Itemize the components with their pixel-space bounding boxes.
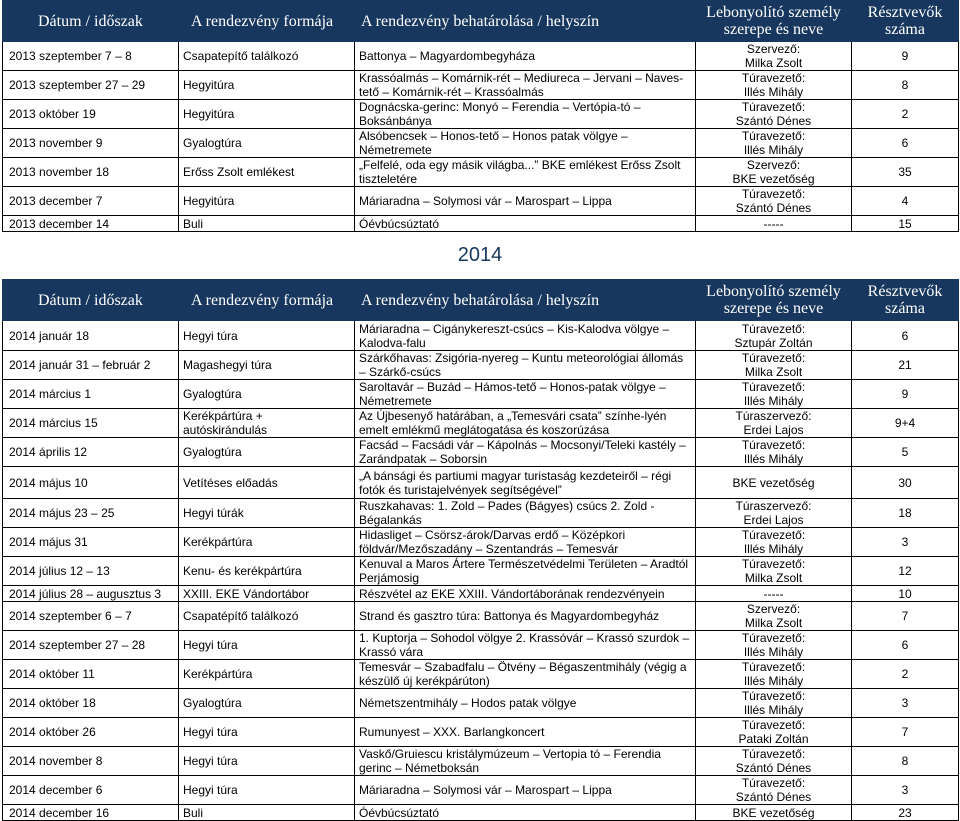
organizer-role: Túravezető:	[741, 71, 806, 85]
organizer-name: Illés Mihály	[743, 703, 804, 717]
cell-form: Hegyi túra	[179, 321, 355, 351]
organizer-name: Milka Zsolt	[744, 616, 803, 630]
organizer-name: Pataki Zoltán	[738, 732, 809, 746]
organizer-role: Túravezető:	[741, 100, 806, 114]
cell-participants: 35	[852, 158, 959, 187]
cell-organizer	[696, 776, 852, 805]
cell-organizer	[696, 100, 852, 129]
organizer-role: Túravezető:	[741, 718, 806, 732]
organizer-name: BKE vezetőség	[732, 172, 815, 186]
cell-organizer	[696, 747, 852, 776]
cell-date: 2013 október 19	[3, 100, 179, 129]
cell-place: Máriaradna – Solymosi vár – Marospart – Lippa	[355, 776, 696, 805]
cell-participants: 3	[852, 528, 959, 557]
cell-place: Rumunyest – XXX. Barlangkoncert	[355, 718, 696, 747]
table-row	[3, 718, 959, 747]
organizer-role: Túraszervező:	[735, 499, 812, 513]
cell-organizer	[696, 718, 852, 747]
table-row	[3, 602, 959, 631]
cell-organizer	[696, 42, 852, 71]
cell-form: Hegyitúra	[179, 187, 355, 216]
cell-participants: 2	[852, 660, 959, 689]
table-row	[3, 409, 959, 438]
cell-organizer	[696, 586, 852, 602]
cell-organizer	[696, 805, 852, 821]
cell-place: Facsád – Facsádi vár – Kápolnás – Mocsonyi/Teleki kastély – Zarándpatak – Soborsin	[355, 438, 696, 467]
table-row	[3, 321, 959, 351]
cell-date: 2014 május 23 – 25	[3, 499, 179, 528]
cell-place: Hidasliget – Csörsz-árok/Darvas erdő – Középkori földvár/Mezőszadány – Szentandrás – Temesvár	[355, 528, 696, 557]
header-date: Dátum / időszak	[3, 280, 179, 321]
cell-date: 2013 szeptember 27 – 29	[3, 71, 179, 100]
cell-form: Gyalogtúra	[179, 438, 355, 467]
cell-date: 2014 január 18	[3, 321, 179, 351]
cell-organizer	[696, 631, 852, 660]
organizer-name: Milka Zsolt	[744, 365, 803, 379]
cell-participants: 6	[852, 631, 959, 660]
table-row	[3, 557, 959, 586]
organizer-role: Túravezető:	[741, 776, 806, 790]
organizer-name: Milka Zsolt	[744, 571, 803, 585]
cell-participants: 5	[852, 438, 959, 467]
events-table-2013	[2, 0, 959, 232]
table-row	[3, 747, 959, 776]
header-organizer: Lebonyolító személy szerepe és neve	[696, 1, 852, 42]
table-row	[3, 438, 959, 467]
organizer-name: Milka Zsolt	[744, 56, 803, 70]
organizer-name: Illés Mihály	[743, 645, 804, 659]
organizer-name: Erdei Lajos	[743, 513, 804, 527]
cell-date: 2013 november 18	[3, 158, 179, 187]
cell-place: Máriaradna – Solymosi vár – Marospart – Lippa	[355, 187, 696, 216]
cell-date: 2014 október 26	[3, 718, 179, 747]
header-form: A rendezvény formája	[179, 280, 355, 321]
organizer-role: Túravezető:	[741, 321, 806, 336]
organizer-name: Illés Mihály	[743, 143, 804, 157]
header-form: A rendezvény formája	[179, 1, 355, 42]
table-row	[3, 351, 959, 380]
cell-date: 2013 november 9	[3, 129, 179, 158]
organizer-name: Erdei Lajos	[743, 423, 804, 437]
cell-participants: 2	[852, 100, 959, 129]
cell-form: Vetítéses előadás	[179, 467, 355, 499]
organizer-name: Illés Mihály	[743, 85, 804, 99]
cell-participants: 15	[852, 216, 959, 232]
cell-organizer	[696, 321, 852, 351]
table-row	[3, 129, 959, 158]
cell-form: Gyalogtúra	[179, 689, 355, 718]
cell-form: Hegyi túra	[179, 631, 355, 660]
cell-place: Alsóbencsek – Honos-tető – Honos patak völgye – Németremete	[355, 129, 696, 158]
cell-date: 2014 december 16	[3, 805, 179, 821]
cell-place: 1. Kuptorja – Sohodol völgye 2. Krassóvár – Krassó szurdok – Krassó vára	[355, 631, 696, 660]
cell-date: 2014 szeptember 6 – 7	[3, 602, 179, 631]
table-row	[3, 158, 959, 187]
organizer-role: Szervező:	[746, 42, 801, 56]
cell-form: Kenu- és kerékpártúra	[179, 557, 355, 586]
cell-organizer	[696, 216, 852, 232]
cell-place: Az Újbesenyő határában, a „Temesvári csata” színhe-lyén emelt emlékmű meglátogatása és koszorúzása	[355, 409, 696, 438]
header-date: Dátum / időszak	[3, 1, 179, 42]
cell-date: 2014 május 10	[3, 467, 179, 499]
cell-participants: 30	[852, 467, 959, 499]
table-row	[3, 71, 959, 100]
organizer-role: Túraszervező:	[735, 409, 812, 423]
cell-date: 2013 december 14	[3, 216, 179, 232]
cell-participants: 3	[852, 689, 959, 718]
table-row	[3, 216, 959, 232]
header-organizer: Lebonyolító személy szerepe és neve	[696, 280, 852, 321]
cell-place: Ruszkahavas: 1. Zold – Pades (Bágyes) csúcs 2. Zold - Bégalankás	[355, 499, 696, 528]
cell-place: Battonya – Magyardombegyháza	[355, 42, 696, 71]
cell-organizer	[696, 187, 852, 216]
cell-organizer	[696, 351, 852, 380]
cell-form: XXIII. EKE Vándortábor	[179, 586, 355, 602]
cell-form: Hegyi túrák	[179, 499, 355, 528]
cell-participants: 8	[852, 71, 959, 100]
cell-date: 2014 március 15	[3, 409, 179, 438]
cell-organizer	[696, 660, 852, 689]
organizer-role: Túravezető:	[741, 438, 806, 452]
table-row	[3, 42, 959, 71]
organizer-name: Illés Mihály	[743, 452, 804, 466]
cell-form: Gyalogtúra	[179, 129, 355, 158]
cell-organizer	[696, 380, 852, 409]
cell-organizer	[696, 689, 852, 718]
organizer-role: Túravezető:	[741, 380, 806, 394]
cell-date: 2013 szeptember 7 – 8	[3, 42, 179, 71]
table-row	[3, 689, 959, 718]
cell-participants: 6	[852, 129, 959, 158]
cell-place: Óévbúcsúztató	[355, 805, 696, 821]
table-row	[3, 660, 959, 689]
organizer-name: Sztupár Zoltán	[734, 335, 813, 350]
cell-organizer	[696, 602, 852, 631]
table-row	[3, 187, 959, 216]
cell-place: Németszentmihály – Hodos patak völgye	[355, 689, 696, 718]
table-row	[3, 586, 959, 602]
table-row	[3, 805, 959, 821]
cell-place: „A bánsági és partiumi magyar turistaság kezdeteiről – régi fotók és turistajelvények segítségével”	[355, 467, 696, 499]
organizer-role: Túravezető:	[741, 631, 806, 645]
table-row	[3, 100, 959, 129]
organizer-name: Illés Mihály	[743, 394, 804, 408]
cell-date: 2014 július 28 – augusztus 3	[3, 586, 179, 602]
cell-organizer	[696, 409, 852, 438]
cell-organizer	[696, 557, 852, 586]
organizer-name: Szántó Dénes	[735, 761, 812, 775]
organizer-role: Túravezető:	[741, 187, 806, 201]
organizer-name: Szántó Dénes	[735, 790, 812, 804]
cell-date: 2014 április 12	[3, 438, 179, 467]
cell-form: Hegyitúra	[179, 71, 355, 100]
cell-place: Saroltavár – Buzád – Hámos-tető – Honos-patak völgye – Németremete	[355, 380, 696, 409]
organizer-role: Szervező:	[746, 158, 801, 172]
organizer-name: -----	[763, 216, 784, 231]
cell-form: Hegyi túra	[179, 718, 355, 747]
header-participants: Résztvevők száma	[852, 1, 959, 42]
cell-place: Vaskő/Gruiescu kristálymúzeum – Vertopia tó – Ferendia gerinc – Németboksán	[355, 747, 696, 776]
cell-place: „Felfelé, oda egy másik világba...” BKE emlékest Erőss Zsolt tiszteletére	[355, 158, 696, 187]
table-row	[3, 528, 959, 557]
cell-date: 2014 november 8	[3, 747, 179, 776]
organizer-role: Szervező:	[746, 602, 801, 616]
cell-participants: 18	[852, 499, 959, 528]
cell-form: Kerékpártúra	[179, 660, 355, 689]
cell-form: Magashegyi túra	[179, 351, 355, 380]
cell-form: Buli	[179, 216, 355, 232]
cell-form: Csapatepítő találkozó	[179, 42, 355, 71]
organizer-name: BKE vezetőség	[732, 475, 815, 490]
header-place: A rendezvény behatárolása / helyszín	[355, 280, 696, 321]
cell-form: Buli	[179, 805, 355, 821]
cell-form: Hegyi túra	[179, 747, 355, 776]
cell-organizer	[696, 467, 852, 499]
cell-date: 2014 szeptember 27 – 28	[3, 631, 179, 660]
organizer-name: Szántó Dénes	[735, 201, 812, 215]
organizer-role: Túravezető:	[741, 689, 806, 703]
cell-participants: 9	[852, 380, 959, 409]
cell-date: 2014 december 6	[3, 776, 179, 805]
cell-date: 2014 október 11	[3, 660, 179, 689]
header-participants: Résztvevők száma	[852, 280, 959, 321]
cell-place: Kenuval a Maros Ártere Természetvédelmi Területen – Aradtól Perjámosig	[355, 557, 696, 586]
cell-date: 2014 január 31 – február 2	[3, 351, 179, 380]
cell-date: 2014 július 12 – 13	[3, 557, 179, 586]
header-place: A rendezvény behatárolása / helyszín	[355, 1, 696, 42]
cell-form: Gyalogtúra	[179, 380, 355, 409]
table-row	[3, 776, 959, 805]
organizer-role: Túravezető:	[741, 129, 806, 143]
organizer-name: Illés Mihály	[743, 674, 804, 688]
cell-organizer	[696, 528, 852, 557]
year-title: 2014	[457, 244, 503, 266]
table-row	[3, 499, 959, 528]
cell-participants: 9+4	[852, 409, 959, 438]
cell-date: 2014 március 1	[3, 380, 179, 409]
cell-organizer	[696, 71, 852, 100]
cell-place: Részvétel az EKE XXIII. Vándortáborának rendezvényein	[355, 586, 696, 602]
organizer-name: Illés Mihály	[743, 542, 804, 556]
organizer-name: -----	[763, 586, 784, 601]
organizer-role: Túravezető:	[741, 528, 806, 542]
cell-place: Máriaradna – Cigánykereszt-csúcs – Kis-Kalodva völgye – Kalodva-falu	[355, 321, 696, 351]
cell-organizer	[696, 438, 852, 467]
cell-place: Krassóalmás – Komárnik-rét – Mediureca – Jervani – Naves-tető – Komárnik-rét – Krassóalmás	[355, 71, 696, 100]
cell-participants: 7	[852, 602, 959, 631]
table-row	[3, 631, 959, 660]
cell-form: Csapatépítő találkozó	[179, 602, 355, 631]
cell-participants: 23	[852, 805, 959, 821]
cell-date: 2014 október 18	[3, 689, 179, 718]
cell-form: Kerékpártúra	[179, 528, 355, 557]
events-table-2014	[2, 279, 959, 821]
cell-participants: 3	[852, 776, 959, 805]
organizer-role: Túravezető:	[741, 351, 806, 365]
cell-participants: 6	[852, 321, 959, 351]
cell-participants: 21	[852, 351, 959, 380]
cell-participants: 8	[852, 747, 959, 776]
table-row	[3, 467, 959, 499]
cell-form: Hegyitúra	[179, 100, 355, 129]
cell-participants: 7	[852, 718, 959, 747]
cell-participants: 9	[852, 42, 959, 71]
organizer-role: Túravezető:	[741, 557, 806, 571]
organizer-role: Túravezető:	[741, 660, 806, 674]
organizer-name: Szántó Dénes	[735, 114, 812, 128]
cell-organizer	[696, 499, 852, 528]
organizer-role: Túravezető:	[741, 747, 806, 761]
cell-place: Strand és gasztro túra: Battonya és Magyardombegyház	[355, 602, 696, 631]
cell-participants: 12	[852, 557, 959, 586]
cell-place: Temesvár – Szabadfalu – Ötvény – Bégaszentmihály (végig a készülő új kerékpárúton)	[355, 660, 696, 689]
organizer-name: BKE vezetőség	[732, 805, 815, 820]
cell-form: Hegyi túra	[179, 776, 355, 805]
cell-participants: 10	[852, 586, 959, 602]
cell-form: Erőss Zsolt emlékest	[179, 158, 355, 187]
cell-date: 2014 május 31	[3, 528, 179, 557]
cell-place: Dognácska-gerinc: Monyó – Ferendia – Vertópia-tó – Boksánbánya	[355, 100, 696, 129]
cell-date: 2013 december 7	[3, 187, 179, 216]
cell-place: Óévbúcsúztató	[355, 216, 696, 232]
cell-organizer	[696, 129, 852, 158]
table-row	[3, 380, 959, 409]
cell-place: Szárkőhavas: Zsigória-nyereg – Kuntu meteorológiai állomás – Szárkő-csúcs	[355, 351, 696, 380]
cell-form: Kerékpártúra + autóskirándulás	[179, 409, 355, 438]
cell-participants: 4	[852, 187, 959, 216]
cell-organizer	[696, 158, 852, 187]
